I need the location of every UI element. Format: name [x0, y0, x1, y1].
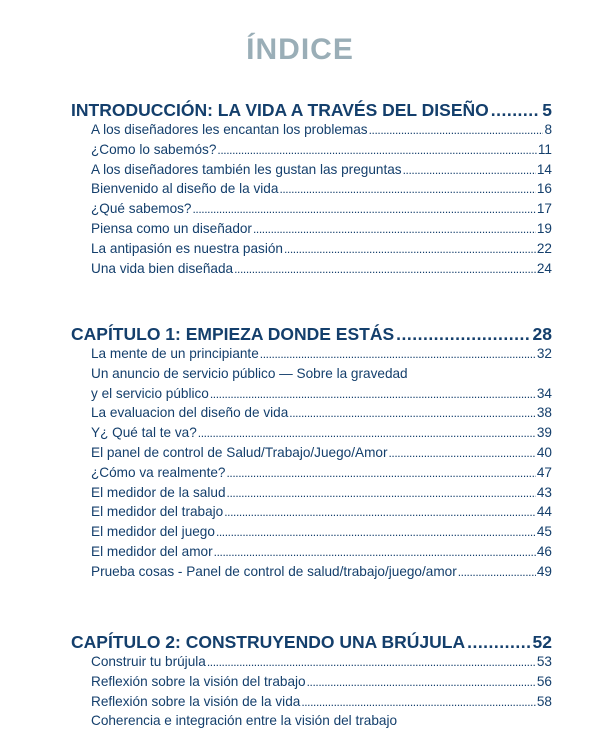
entry-label: Y¿ Qué tal te va? — [91, 425, 197, 441]
toc-entry[interactable] — [91, 544, 552, 564]
dot-leader — [214, 545, 536, 559]
entry-label: El medidor de la salud — [91, 484, 226, 500]
entry-label: El medidor del juego — [91, 524, 215, 540]
toc-entry[interactable] — [91, 694, 552, 714]
toc-entry[interactable] — [91, 386, 552, 406]
dot-leader — [207, 655, 536, 669]
dot-leader — [224, 505, 536, 519]
dot-leader — [226, 466, 535, 480]
entry-label: A los diseñadores les encantan los problemas — [91, 122, 368, 137]
entry-label: ¿Como lo sabemós? — [91, 141, 217, 157]
entry-label: La mente de un principiante — [91, 346, 259, 361]
section-heading[interactable] — [71, 100, 552, 122]
entry-page-number: 14 — [536, 161, 552, 177]
dot-leader — [301, 695, 536, 709]
toc-entry[interactable] — [91, 142, 552, 162]
entry-page-number: 58 — [536, 693, 552, 709]
entry-label: El medidor del trabajo — [91, 504, 224, 520]
entry-page-number: 45 — [536, 524, 552, 540]
entry-page-number: 17 — [536, 201, 552, 217]
toc-entry[interactable] — [91, 162, 552, 182]
toc-section-chapter-2 — [71, 632, 552, 733]
dot-leader — [388, 446, 535, 460]
entry-label: La evaluacion del diseño de vida — [91, 405, 289, 421]
entry-label: Un anuncio de servicio público — Sobre la gravedad — [91, 365, 408, 381]
toc-entry[interactable] — [91, 485, 552, 505]
toc-entry[interactable] — [91, 346, 552, 366]
section-heading[interactable] — [71, 324, 552, 346]
entry-page-number: 11 — [537, 141, 552, 157]
dot-leader — [307, 675, 536, 689]
entry-label: El panel de control de Salud/Trabajo/Juego/Amor — [91, 444, 388, 460]
toc-entry[interactable] — [91, 241, 552, 261]
entry-page-number: 49 — [536, 563, 552, 579]
toc-section-intro — [71, 100, 552, 280]
dot-leader — [289, 406, 536, 420]
toc-entry[interactable] — [91, 405, 552, 425]
toc-entry[interactable] — [91, 261, 552, 281]
dot-leader — [458, 565, 536, 579]
entry-label: ¿Cómo va realmente? — [91, 464, 226, 480]
toc-entry[interactable] — [91, 564, 552, 584]
entry-label: Reflexión sobre la visión del trabajo — [91, 673, 306, 689]
section-page-number: 5 — [542, 100, 552, 120]
entry-page-number: 38 — [536, 405, 552, 421]
toc-entry[interactable] — [91, 524, 552, 544]
entry-label: Prueba cosas - Panel de control de salud/trabajo/juego/amor — [91, 563, 457, 579]
dot-leader — [491, 100, 541, 121]
entry-page-number: 39 — [536, 425, 552, 441]
section-heading-label: CAPÍTULO 2: CONSTRUYENDO UNA BRÚJULA — [71, 632, 466, 652]
toc-entry[interactable] — [91, 366, 552, 386]
entry-label: A los diseñadores también les gustan las preguntas — [91, 161, 402, 177]
entry-label: Bienvenido al diseño de la vida — [91, 181, 279, 197]
entry-page-number: 40 — [536, 444, 552, 460]
toc-entry[interactable] — [91, 425, 552, 445]
toc-entry[interactable] — [91, 674, 552, 694]
entry-label: Coherencia e integración entre la visión del trabajo — [91, 713, 398, 729]
dot-leader — [234, 262, 536, 276]
entry-label: y el servicio público — [91, 385, 209, 401]
entry-label: Construir tu brújula — [91, 654, 206, 669]
dot-leader — [210, 387, 536, 401]
entry-list — [71, 654, 552, 733]
toc-entry[interactable] — [91, 504, 552, 524]
entry-page-number: 16 — [536, 181, 552, 197]
dot-leader — [396, 324, 530, 345]
entry-page-number: 46 — [536, 543, 552, 559]
entry-label: Reflexión sobre la visión de la vida — [91, 693, 301, 709]
entry-page-number: 32 — [536, 346, 552, 361]
dot-leader — [260, 347, 536, 361]
entry-label: Una vida bien diseñada — [91, 260, 234, 276]
entry-page-number: 47 — [536, 464, 552, 480]
section-heading-label: INTRODUCCIÓN: LA VIDA A TRAVÉS DEL DISEÑO — [71, 100, 489, 120]
entry-page-number: 8 — [544, 122, 552, 137]
section-page-number: 28 — [532, 324, 552, 344]
dot-leader — [253, 222, 536, 236]
dot-leader — [279, 182, 535, 196]
entry-label: ¿Qué sabemos? — [91, 201, 192, 217]
toc-entry[interactable] — [91, 654, 552, 674]
entry-page-number: 44 — [536, 504, 552, 520]
entry-page-number: 34 — [536, 385, 552, 401]
entry-page-number: 24 — [536, 260, 552, 276]
dot-leader — [216, 525, 536, 539]
entry-label: La antipasión es nuestra pasión — [91, 240, 283, 256]
toc-entry[interactable] — [91, 201, 552, 221]
toc-section-chapter-1 — [71, 324, 552, 584]
dot-leader — [217, 143, 536, 157]
toc-entry[interactable] — [91, 445, 552, 465]
toc-entry[interactable] — [91, 221, 552, 241]
section-heading-label: CAPÍTULO 1: EMPIEZA DONDE ESTÁS — [71, 324, 395, 344]
toc-entry[interactable] — [91, 713, 552, 733]
toc-entry[interactable] — [91, 181, 552, 201]
page-title: ÍNDICE — [246, 33, 354, 66]
dot-leader — [403, 163, 536, 177]
dot-leader — [198, 426, 536, 440]
dot-leader — [227, 486, 536, 500]
dot-leader — [284, 242, 536, 256]
entry-page-number: 22 — [536, 240, 552, 256]
entry-page-number: 43 — [536, 484, 552, 500]
entry-list — [71, 346, 552, 584]
entry-page-number: 56 — [536, 673, 552, 689]
toc-entry[interactable] — [91, 122, 552, 142]
entry-page-number: 19 — [536, 220, 552, 236]
section-heading[interactable] — [71, 632, 552, 654]
dot-leader — [467, 632, 530, 653]
section-page-number: 52 — [532, 632, 552, 652]
toc-entry[interactable] — [91, 465, 552, 485]
entry-label: Piensa como un diseñador — [91, 220, 252, 236]
entry-label: El medidor del amor — [91, 543, 213, 559]
dot-leader — [193, 202, 536, 216]
dot-leader — [369, 123, 544, 137]
entry-page-number: 53 — [536, 654, 552, 669]
entry-list — [71, 122, 552, 280]
